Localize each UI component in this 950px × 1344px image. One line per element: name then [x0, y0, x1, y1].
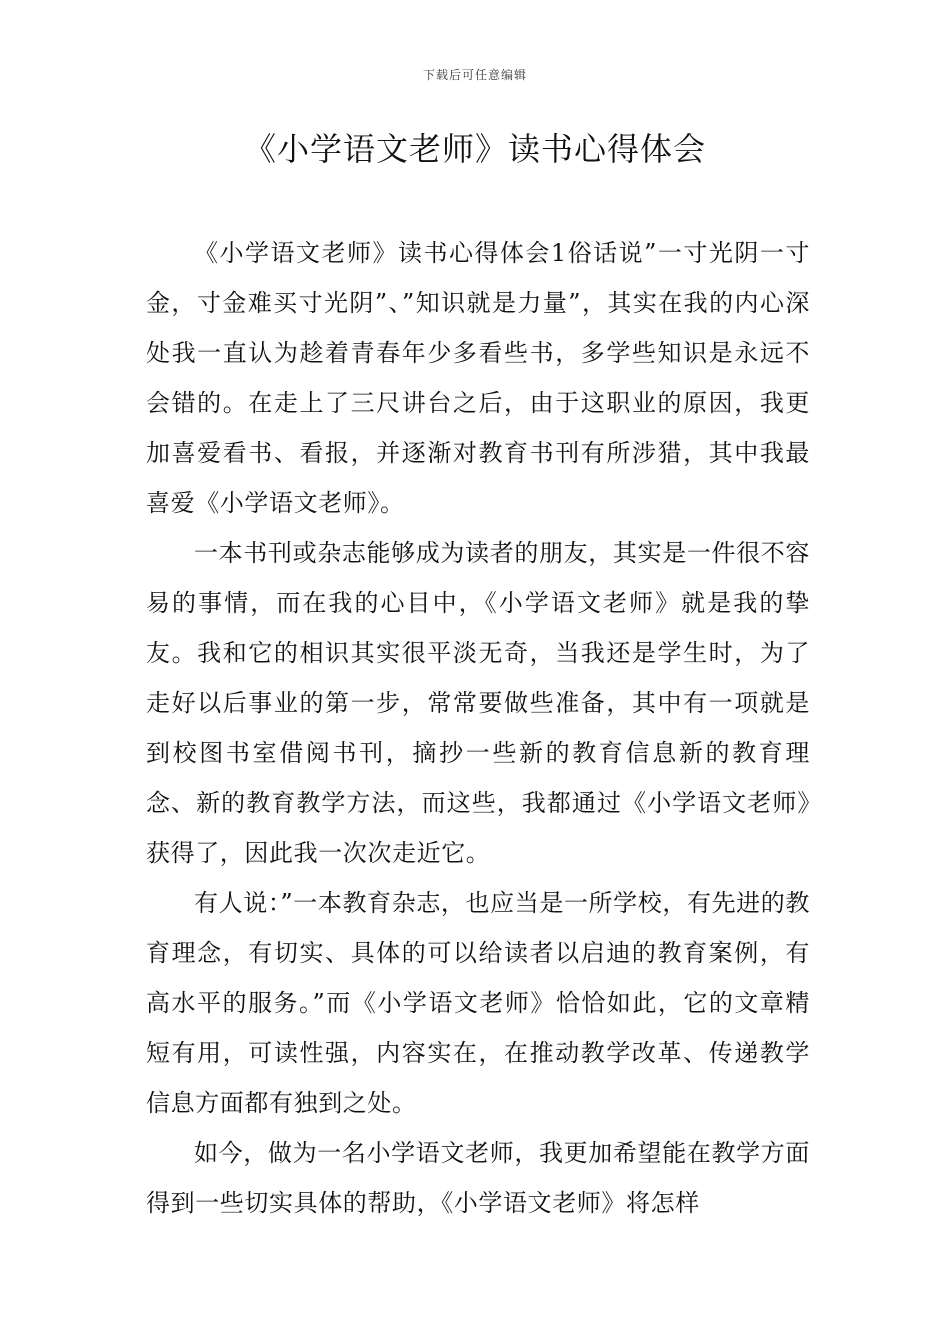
paragraph-2: 一本书刊或杂志能够成为读者的朋友，其实是一件很不容易的事情，而在我的心目中，《小学语文老师》就是我的挚友。我和它的相识其实很平淡无奇，当我还是学生时，为了走好以后事业的第一步，常常要做些准备，其中有一项就是到校图书室借阅书刊，摘抄一些新的教育信息新的教育理念、新的教育教学方法，而这些，我都通过《小学语文老师》获得了，因此我一次次走近它。	[146, 539, 810, 867]
document-title: 《小学语文老师》读书心得体会	[243, 130, 706, 168]
paragraph-4: 如今，做为一名小学语文老师，我更加希望能在教学方面得到一些切实具体的帮助，《小学语文老师》将怎样	[146, 1139, 810, 1217]
paragraph-1: 《小学语文老师》读书心得体会1俗话说”一寸光阴一寸金，寸金难买寸光阴”、”知识就是力量”，其实在我的内心深处我一直认为趁着青春年少多看些书，多学些知识是永远不会错的。在走上了三尺讲台之后，由于这职业的原因，我更加喜爱看书、看报，并逐渐对教育书刊有所涉猎，其中我最喜爱《小学语文老师》。	[146, 239, 810, 517]
header-note: 下载后可任意编辑	[422, 68, 527, 82]
paragraph-3: 有人说：”一本教育杂志，也应当是一所学校，有先进的教育理念，有切实、具体的可以给读者以启迪的教育案例，有高水平的服务。”而《小学语文老师》恰恰如此，它的文章精短有用，可读性强，内容实在，在推动教学改革、传递教学信息方面都有独到之处。	[146, 889, 810, 1117]
document-body	[146, 228, 810, 1228]
